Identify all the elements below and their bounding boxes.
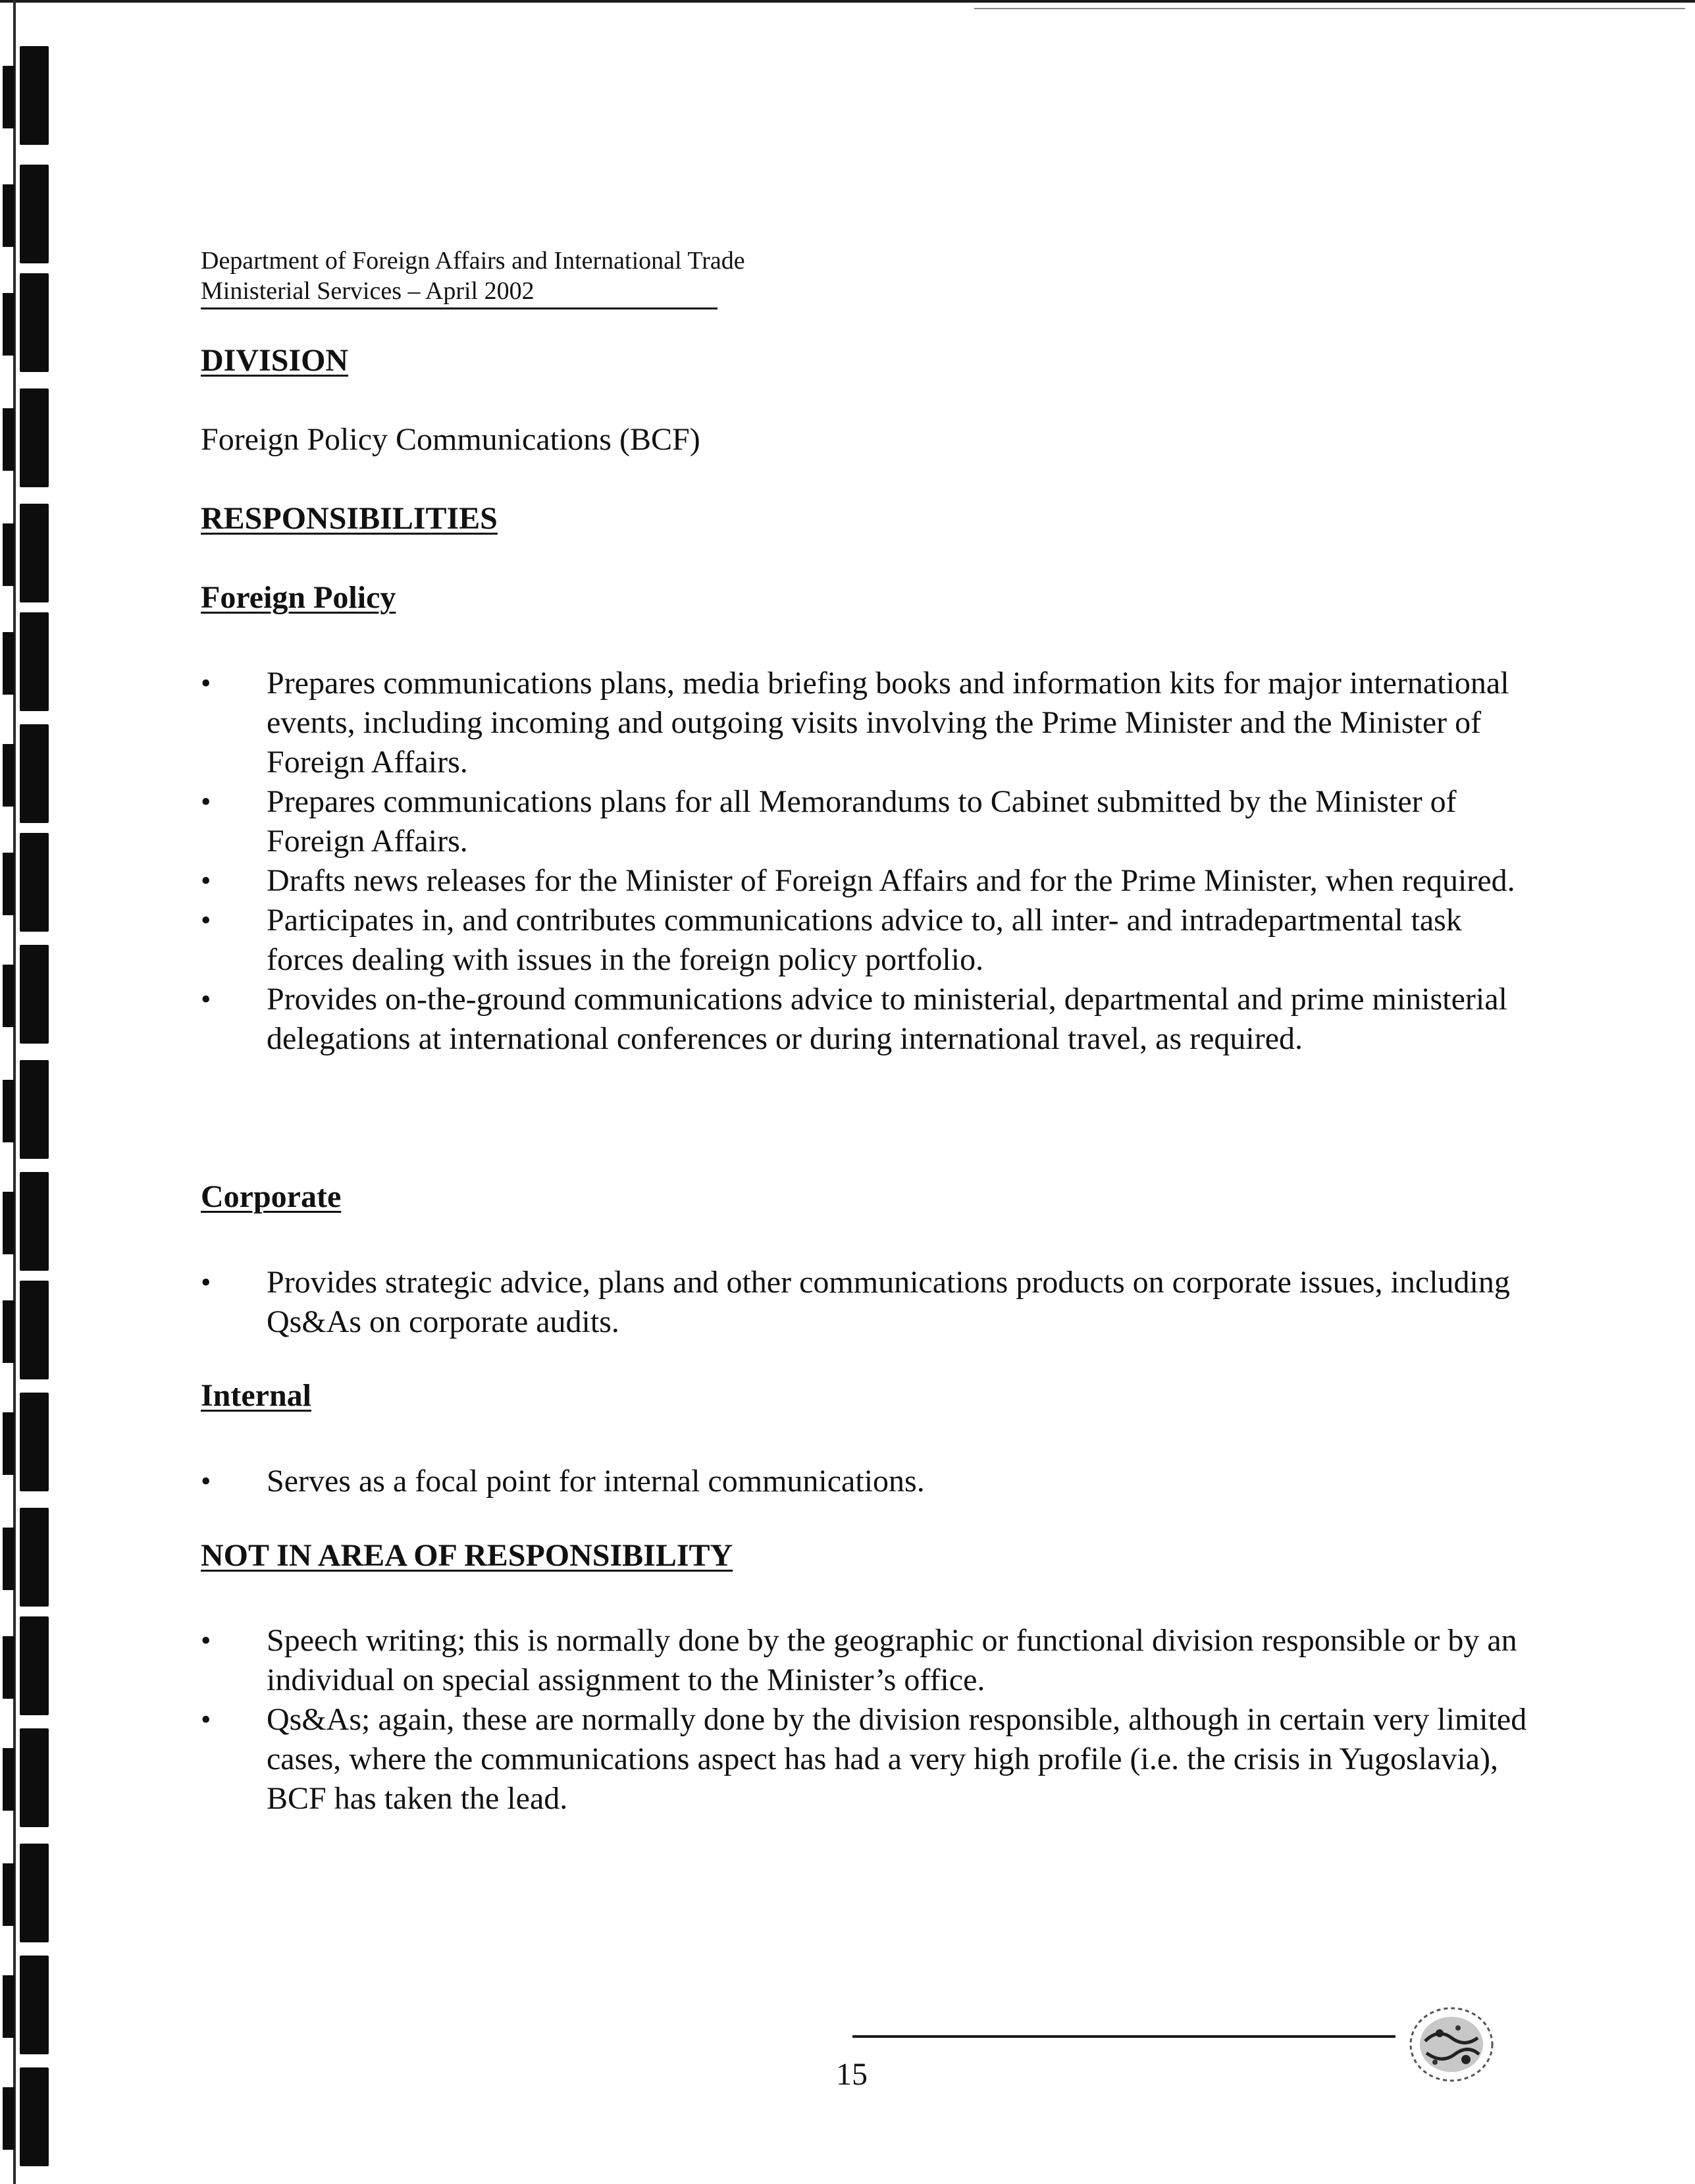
division-name: Foreign Policy Communications (BCF) [201, 422, 700, 457]
binder-ring [0, 1281, 53, 1386]
list-item: • Prepares communications plans, media briefing books and information kits for major international events, including incoming and outgoing visits involving the Prime Minister and the Minister of Foreign Affairs. [201, 664, 1537, 782]
binder-ring [0, 724, 53, 830]
binder-ring [0, 1508, 53, 1613]
page-number: 15 [836, 2057, 868, 2092]
top-border-line [0, 0, 1695, 3]
binder-ring [0, 46, 53, 151]
top-border-thin-line [974, 8, 1685, 9]
list-item: • Qs&As; again, these are normally done by the division responsible, although in certain very limited cases, where the communications aspect has had a very high profile (i.e. the crisis in Yugoslavia), BCF has taken the lead. [201, 1700, 1537, 1819]
binder-ring [0, 612, 53, 718]
header-subtitle: Ministerial Services – April 2002 [201, 276, 717, 309]
binder-ring [0, 165, 53, 270]
responsibilities-heading: RESPONSIBILITIES [201, 501, 498, 536]
binder-ring [0, 273, 53, 379]
binder-ring [0, 1956, 53, 2061]
list-item: • Provides strategic advice, plans and other communications products on corporate issues, including Qs&As on corporate audits. [201, 1263, 1537, 1342]
foreign-policy-heading: Foreign Policy [201, 580, 396, 615]
list-item: • Prepares communications plans for all Memorandums to Cabinet submitted by the Minister of Foreign Affairs. [201, 782, 1537, 861]
binder-ring [0, 945, 53, 1050]
list-item: • Participates in, and contributes communications advice to, all inter- and intradepartmental task forces dealing with issues in the foreign policy portfolio. [201, 901, 1537, 980]
seal-emblem-icon [1405, 2002, 1498, 2087]
document-header [201, 246, 745, 309]
corporate-list [201, 1263, 1537, 1342]
binder-ring [0, 1616, 53, 1722]
internal-list [201, 1462, 1537, 1501]
binder-ring [0, 2067, 53, 2173]
binder-ring [0, 1172, 53, 1277]
list-item: • Drafts news releases for the Minister of Foreign Affairs and for the Prime Minister, when required. [201, 861, 1537, 901]
corporate-heading: Corporate [201, 1179, 342, 1214]
binder-ring [0, 504, 53, 609]
footer-rule [852, 2035, 1395, 2038]
binder-ring [0, 833, 53, 938]
binder-ring [0, 1728, 53, 1834]
binder-ring [0, 1060, 53, 1165]
internal-heading: Internal [201, 1378, 311, 1413]
binder-ring [0, 1844, 53, 1949]
binder-ring [0, 1393, 53, 1498]
binder-ring [0, 388, 53, 494]
list-item: • Provides on-the-ground communications advice to ministerial, departmental and prime ministerial delegations at international conferences or during international travel, as required. [201, 980, 1537, 1059]
not-in-area-list [201, 1621, 1537, 1819]
not-in-area-heading: NOT IN AREA OF RESPONSIBILITY [201, 1538, 733, 1573]
foreign-policy-list [201, 664, 1537, 1059]
division-heading: DIVISION [201, 343, 349, 378]
list-item: • Speech writing; this is normally done by the geographic or functional division responsible or by an individual on special assignment to the Minister’s office. [201, 1621, 1537, 1700]
list-item: • Serves as a focal point for internal communications. [201, 1462, 1537, 1501]
department-name: Department of Foreign Affairs and International Trade [201, 247, 745, 275]
